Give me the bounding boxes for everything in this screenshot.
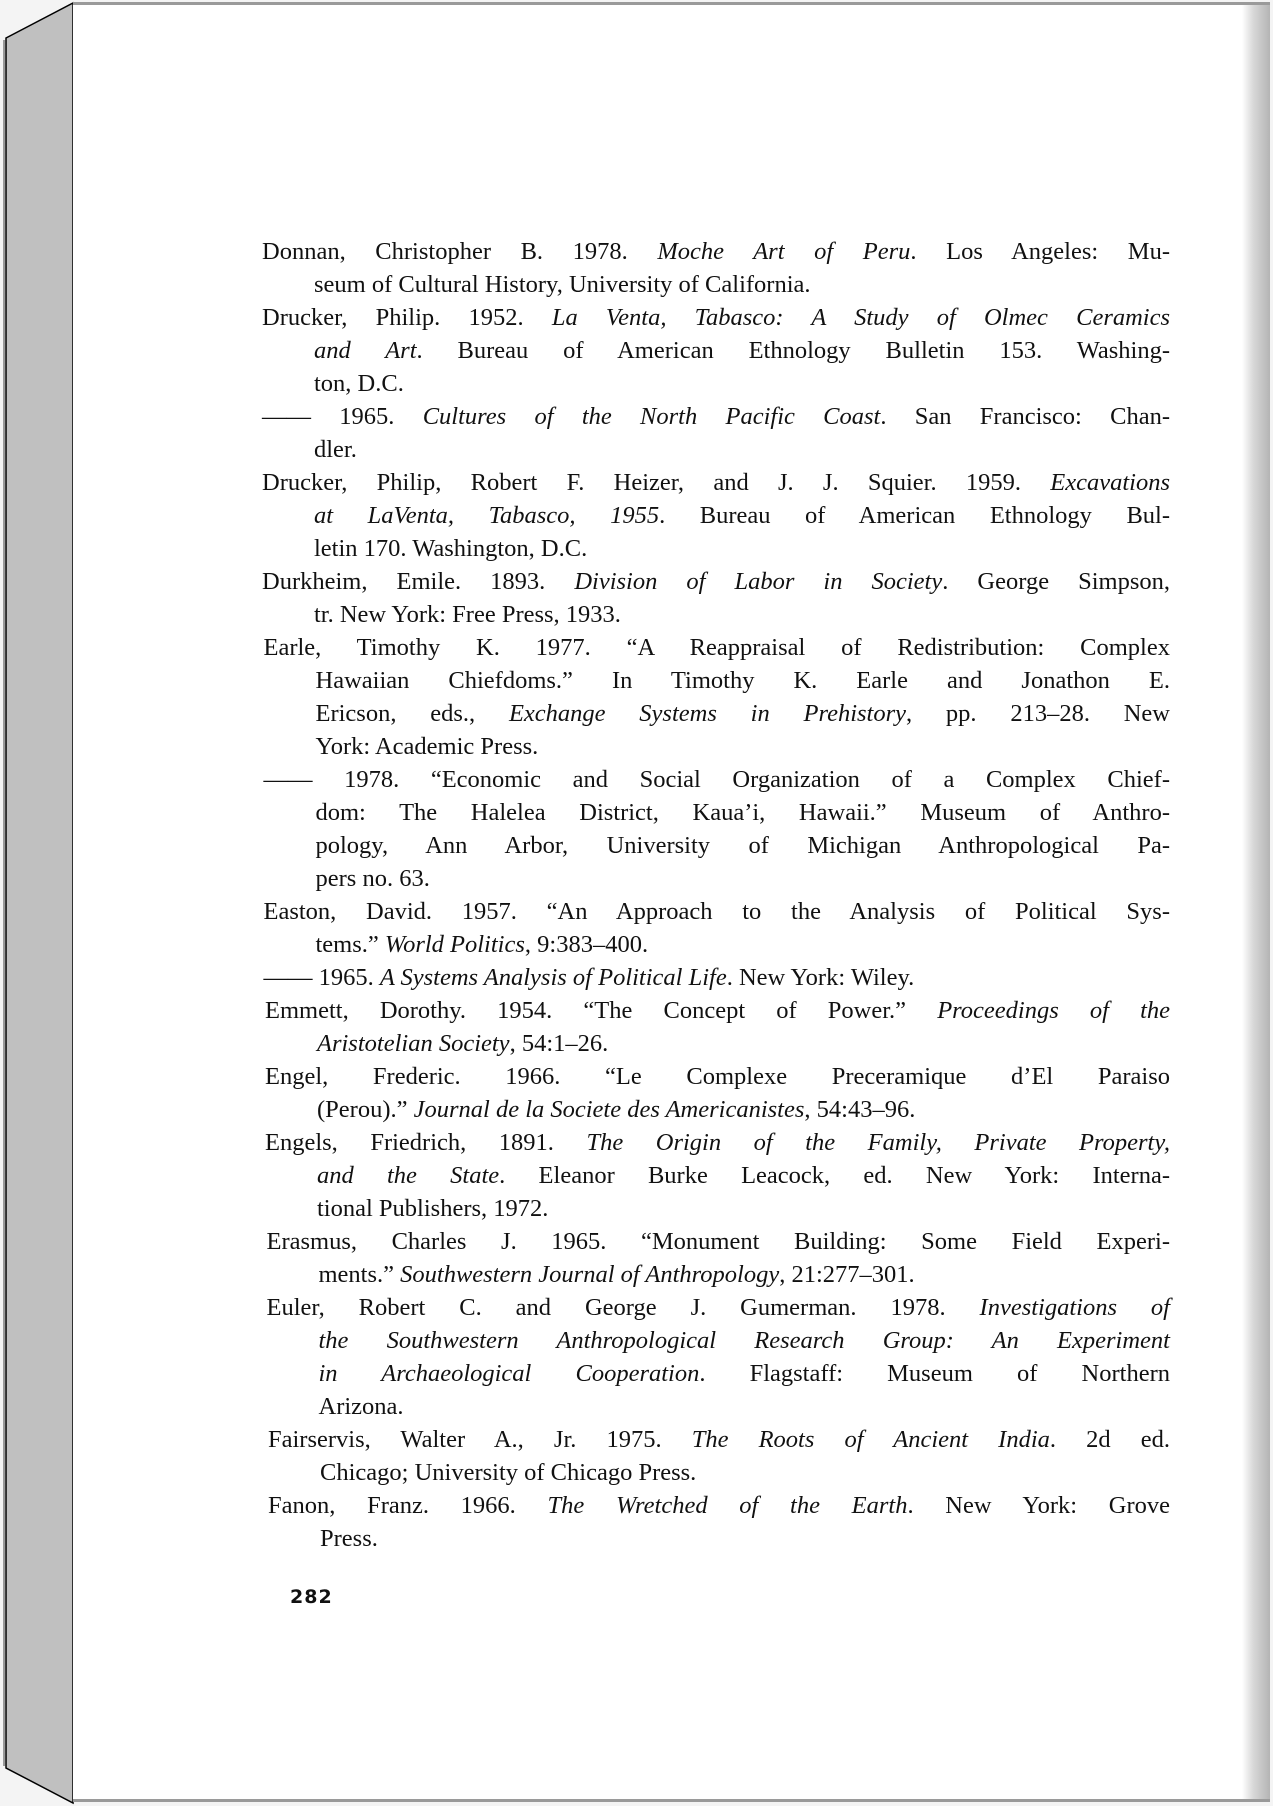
citation-text: Emmett, Dorothy. 1954. “The Concept of Power.” <box>265 997 938 1024</box>
italic-title-text: Investigations of <box>979 1294 1170 1321</box>
bibliography-line <box>316 730 539 764</box>
italic-title-text: Aristotelian Society <box>317 1030 510 1057</box>
citation-text: York: Academic Press. <box>315 733 539 760</box>
bibliography-line <box>264 895 1171 929</box>
bibliography-line <box>264 763 1171 797</box>
citation-text: —— 1965. <box>263 964 380 991</box>
citation-text: , 54:1–26. <box>509 1030 609 1057</box>
bibliography-line <box>317 1093 915 1127</box>
bibliography-line <box>319 1390 404 1424</box>
citation-text: pology, Ann Arbor, University of Michigan Anthropological Pa- <box>315 832 1170 859</box>
citation-text: Engels, Friedrich, 1891. <box>265 1129 587 1156</box>
citation-text: . New York: Wiley. <box>726 964 915 991</box>
citation-text: tems.” <box>315 931 385 958</box>
book-spine-graphic <box>0 0 80 1806</box>
bibliography-line <box>319 1258 915 1292</box>
bibliography-line <box>267 1225 1171 1259</box>
citation-text: dler. <box>314 436 357 463</box>
citation-text: Easton, David. 1957. “An Approach to the Analysis of Political Sys- <box>263 898 1170 925</box>
bibliography-line <box>319 1324 1171 1358</box>
bibliography-line <box>314 268 811 302</box>
citation-text: . Flagstaff: Museum of Northern <box>699 1360 1170 1387</box>
bibliography-line <box>262 301 1170 335</box>
italic-title-text: in Archaeological Cooperation <box>318 1360 700 1387</box>
italic-title-text: and Art <box>314 337 417 364</box>
bibliography-line <box>320 1522 378 1556</box>
bibliography-line <box>314 334 1170 368</box>
page-edge-shadow <box>1242 5 1270 1799</box>
citation-text: Euler, Robert C. and George J. Gumerman. 1978. <box>266 1294 980 1321</box>
bibliography-line <box>314 598 621 632</box>
bibliography-line <box>268 1423 1170 1457</box>
citation-text: . San Francisco: Chan- <box>880 403 1171 430</box>
italic-title-text: Excavations <box>1050 469 1170 496</box>
italic-title-text: The Origin of the Family, Private Property, <box>586 1129 1170 1156</box>
bibliography-line <box>262 466 1170 500</box>
citation-text: pers no. 63. <box>315 865 430 892</box>
italic-title-text: Proceedings of the <box>937 997 1171 1024</box>
citation-text: . Bureau of American Ethnology Bul- <box>659 502 1171 529</box>
citation-text: . Los Angeles: Mu- <box>910 238 1171 265</box>
bibliography-line <box>262 400 1170 434</box>
citation-text: Earle, Timothy K. 1977. “A Reappraisal of Redistribution: Complex <box>263 634 1170 661</box>
citation-text: Chicago; University of Chicago Press. <box>320 1459 697 1486</box>
citation-text: . Bureau of American Ethnology Bulletin 153. Washing- <box>416 337 1170 364</box>
citation-text: . 2d ed. <box>1049 1426 1171 1453</box>
citation-text: tional Publishers, 1972. <box>317 1195 549 1222</box>
bibliography-line <box>314 433 357 467</box>
italic-title-text: and the State <box>317 1162 500 1189</box>
citation-text: dom: The Halelea District, Kaua’i, Hawaii.” Museum of Anthro- <box>315 799 1170 826</box>
bibliography-line <box>264 631 1171 665</box>
citation-text: —— 1978. “Economic and Social Organization of a Complex Chief- <box>263 766 1170 793</box>
italic-title-text: The Wretched of the Earth <box>547 1492 908 1519</box>
citation-text: , 9:383–400. <box>524 931 649 958</box>
bibliography-line <box>319 1357 1170 1391</box>
citation-text: Durkheim, Emile. 1893. <box>262 568 575 595</box>
bibliography-line <box>317 1192 548 1226</box>
citation-text: ton, D.C. <box>314 370 404 397</box>
italic-title-text: Cultures of the North Pacific Coast <box>422 403 881 430</box>
citation-text: letin 170. Washington, D.C. <box>314 535 588 562</box>
bibliography-line <box>320 1456 696 1490</box>
bibliography-line <box>265 1060 1170 1094</box>
bibliography-line <box>316 697 1171 731</box>
bibliography-line <box>314 532 587 566</box>
citation-text: Press. <box>320 1525 378 1552</box>
bibliography-line <box>268 1489 1170 1523</box>
bibliography-line <box>316 862 430 896</box>
italic-title-text: the Southwestern Anthropological Research Group: An Experiment <box>318 1327 1170 1354</box>
italic-title-text: The Roots of Ancient India <box>691 1426 1050 1453</box>
bibliography-line <box>316 796 1171 830</box>
bibliography-line <box>316 829 1171 863</box>
italic-title-text: Division of Labor in Society <box>574 568 943 595</box>
bibliography-line <box>316 928 649 962</box>
italic-title-text: Southwestern Journal of Anthropology <box>400 1261 780 1288</box>
bibliography-line <box>316 664 1171 698</box>
citation-text: seum of Cultural History, University of California. <box>314 271 811 298</box>
italic-title-text: Exchange Systems in Prehistory <box>508 700 907 727</box>
bibliography-line <box>314 367 404 401</box>
italic-title-text: Moche Art of Peru <box>657 238 911 265</box>
page-number: 282 <box>290 1586 333 1608</box>
citation-text: Drucker, Philip. 1952. <box>262 304 552 331</box>
italic-title-text: La Venta, Tabasco: A Study of Olmec Ceramics <box>551 304 1171 331</box>
citation-text: , pp. 213–28. New <box>906 700 1170 727</box>
bibliography-line <box>265 1126 1170 1160</box>
citation-text: . George Simpson, <box>942 568 1170 595</box>
citation-text: ments.” <box>318 1261 401 1288</box>
citation-text: , 21:277–301. <box>779 1261 915 1288</box>
bibliography-line <box>262 235 1170 269</box>
citation-text: Hawaiian Chiefdoms.” In Timothy K. Earle and Jonathon E. <box>315 667 1170 694</box>
bibliography-line <box>314 499 1170 533</box>
bibliography-line <box>265 994 1170 1028</box>
citation-text: (Perou).” <box>317 1096 414 1123</box>
book-page <box>73 2 1270 1802</box>
italic-title-text: World Politics <box>384 931 525 958</box>
citation-text: Ericson, eds., <box>315 700 509 727</box>
citation-text: . Eleanor Burke Leacock, ed. New York: Interna- <box>499 1162 1171 1189</box>
citation-text: . New York: Grove <box>907 1492 1170 1519</box>
book-spine <box>0 0 80 1806</box>
italic-title-text: at LaVenta, Tabasco, 1955 <box>314 502 660 529</box>
italic-title-text: Journal de la Societe des Americanistes <box>413 1096 805 1123</box>
citation-text: Fanon, Franz. 1966. <box>268 1492 548 1519</box>
citation-text: Fairservis, Walter A., Jr. 1975. <box>268 1426 692 1453</box>
bibliography-line <box>317 1027 608 1061</box>
bibliography-line <box>264 961 915 995</box>
bibliography-line <box>267 1291 1170 1325</box>
italic-title-text: A Systems Analysis of Political Life <box>379 964 727 991</box>
citation-text: —— 1965. <box>262 403 423 430</box>
citation-text: Arizona. <box>318 1393 404 1420</box>
citation-text: tr. New York: Free Press, 1933. <box>314 601 621 628</box>
citation-text: , 54:43–96. <box>804 1096 916 1123</box>
bibliography-line <box>262 565 1170 599</box>
citation-text: Drucker, Philip, Robert F. Heizer, and J. J. Squier. 1959. <box>262 469 1051 496</box>
citation-text: Engel, Frederic. 1966. “Le Complexe Preceramique d’El Paraiso <box>265 1063 1170 1090</box>
citation-text: Erasmus, Charles J. 1965. “Monument Building: Some Field Experi- <box>266 1228 1170 1255</box>
bibliography-line <box>317 1159 1170 1193</box>
citation-text: Donnan, Christopher B. 1978. <box>262 238 658 265</box>
